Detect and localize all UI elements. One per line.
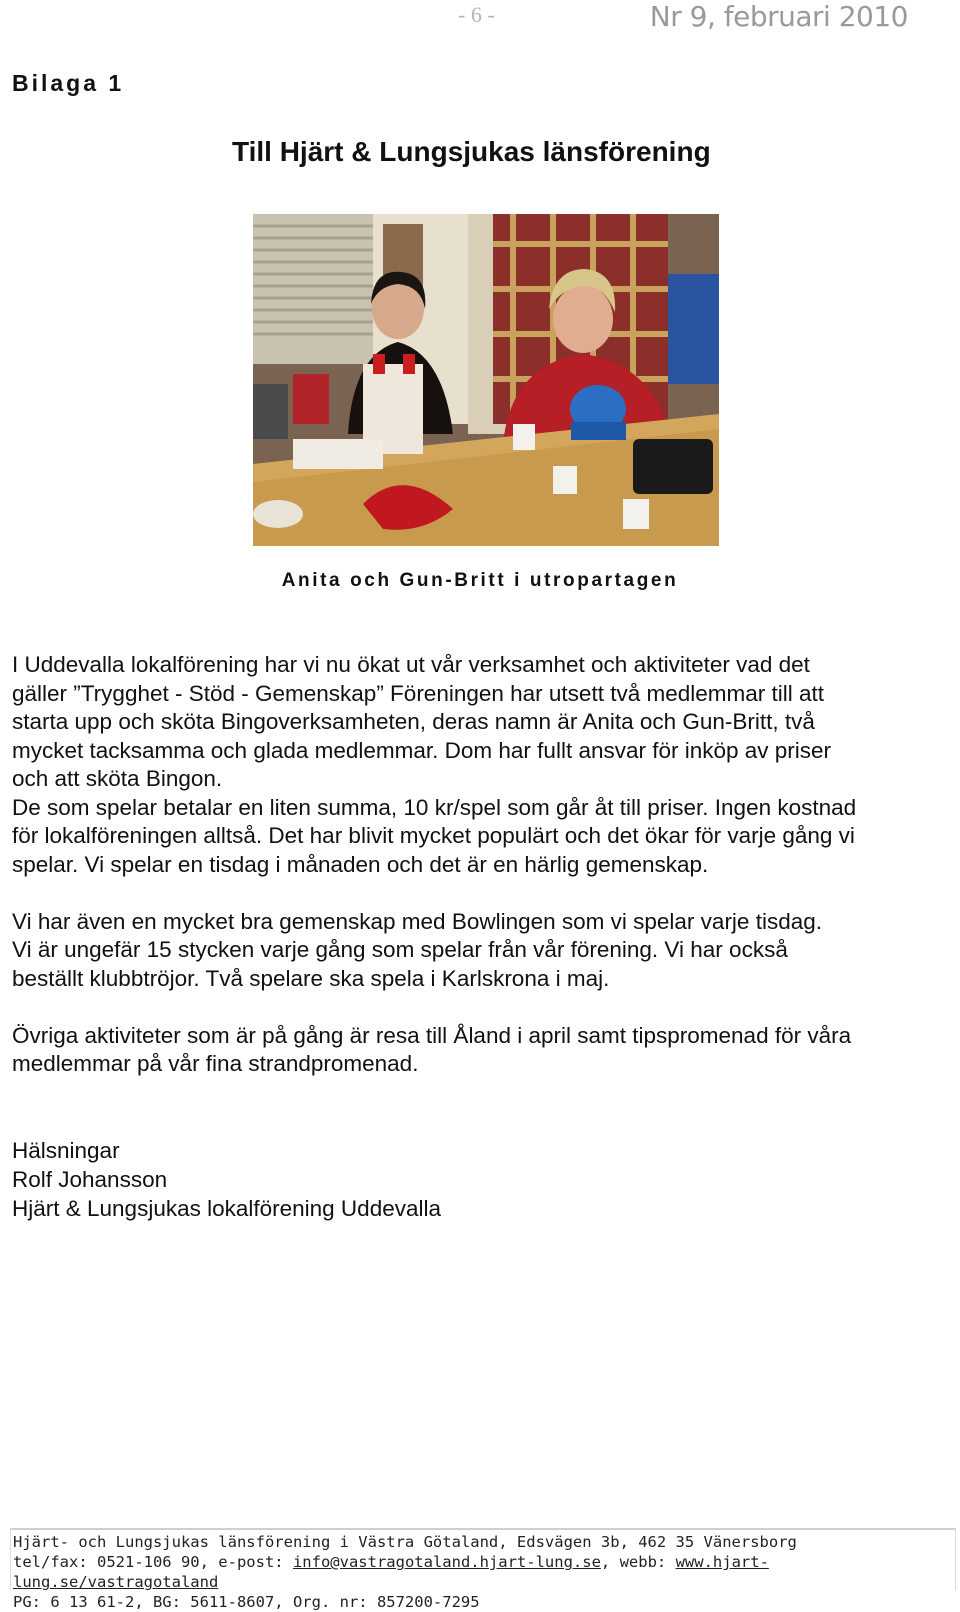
text-line: Vi har även en mycket bra gemenskap med Bowlingen som vi spelar varje tisdag. [12, 908, 822, 934]
signer-name: Rolf Johansson [12, 1167, 168, 1192]
footer-phone: tel/fax: 0521-106 90, e-post: [13, 1553, 293, 1571]
paragraph [12, 1022, 952, 1079]
email-link[interactable]: info@vastragotaland.hjart-lung.se [292, 1553, 601, 1571]
text-line: medlemmar på vår fina strandpromenad. [12, 1051, 419, 1076]
letter-body [12, 651, 952, 1079]
signer-organization: Hjärt & Lungsjukas lokalförening Uddevalla [12, 1196, 441, 1221]
photo-caption: Anita och Gun-Britt i utropartagen [281, 570, 679, 591]
appendix-label: Bilaga 1 [12, 70, 125, 96]
text-line: mycket tacksamma och glada medlemmar. Dom har fullt ansvar för inköp av priser [12, 737, 832, 763]
paragraph [12, 651, 952, 879]
signature-block [12, 1136, 441, 1223]
footer-account-numbers: PG: 6 13 61-2, BG: 5611-8607, Org. nr: 857200-7295 [13, 1593, 480, 1611]
page-title: Till Hjärt & Lungsjukas länsförening [232, 136, 711, 167]
text-line: I Uddevalla lokalförening har vi nu ökat ut vår verksamhet och aktiviteter vad det [12, 652, 810, 677]
page-footer [10, 1528, 956, 1611]
issue-label: Nr 9, februari 2010 [649, 0, 908, 33]
greeting: Hälsningar [12, 1138, 120, 1163]
page-number: - 6 - [458, 2, 495, 27]
text-line: och att sköta Bingon. [12, 766, 223, 791]
text-line: Övriga aktiviteter som är på gång är resa till Åland i april samt tipspromenad för våra [12, 1022, 852, 1048]
footer-contact [13, 1552, 955, 1592]
website-link[interactable]: www.hjart-lung.se/vastragotaland [13, 1553, 769, 1591]
text-line: starta upp och sköta Bingoverksamheten, deras namn är Anita och Gun-Britt, två [12, 709, 815, 734]
footer-address: Hjärt- och Lungsjukas länsförening i Västra Götaland, Edsvägen 3b, 462 35 Vänersborg [13, 1533, 797, 1551]
footer-web-label: , webb: [600, 1553, 676, 1571]
paragraph [12, 908, 952, 994]
text-line: gäller ”Trygghet - Stöd - Gemenskap” Föreningen har utsett två medlemmar till att [12, 680, 824, 706]
text-line: De som spelar betalar en liten summa, 10 kr/spel som går åt till priser. Ingen kostnad [12, 794, 857, 820]
bingo-photo [253, 214, 719, 546]
text-line: för lokalföreningen alltså. Det har blivit mycket populärt och det ökar för varje gång vi [12, 823, 855, 848]
text-line: beställt klubbtröjor. Två spelare ska spela i Karlskrona i maj. [12, 965, 610, 991]
text-line: spelar. Vi spelar en tisdag i månaden och det är en härlig gemenskap. [12, 851, 709, 877]
text-line: Vi är ungefär 15 stycken varje gång som spelar från vår förening. Vi har också [12, 937, 788, 962]
